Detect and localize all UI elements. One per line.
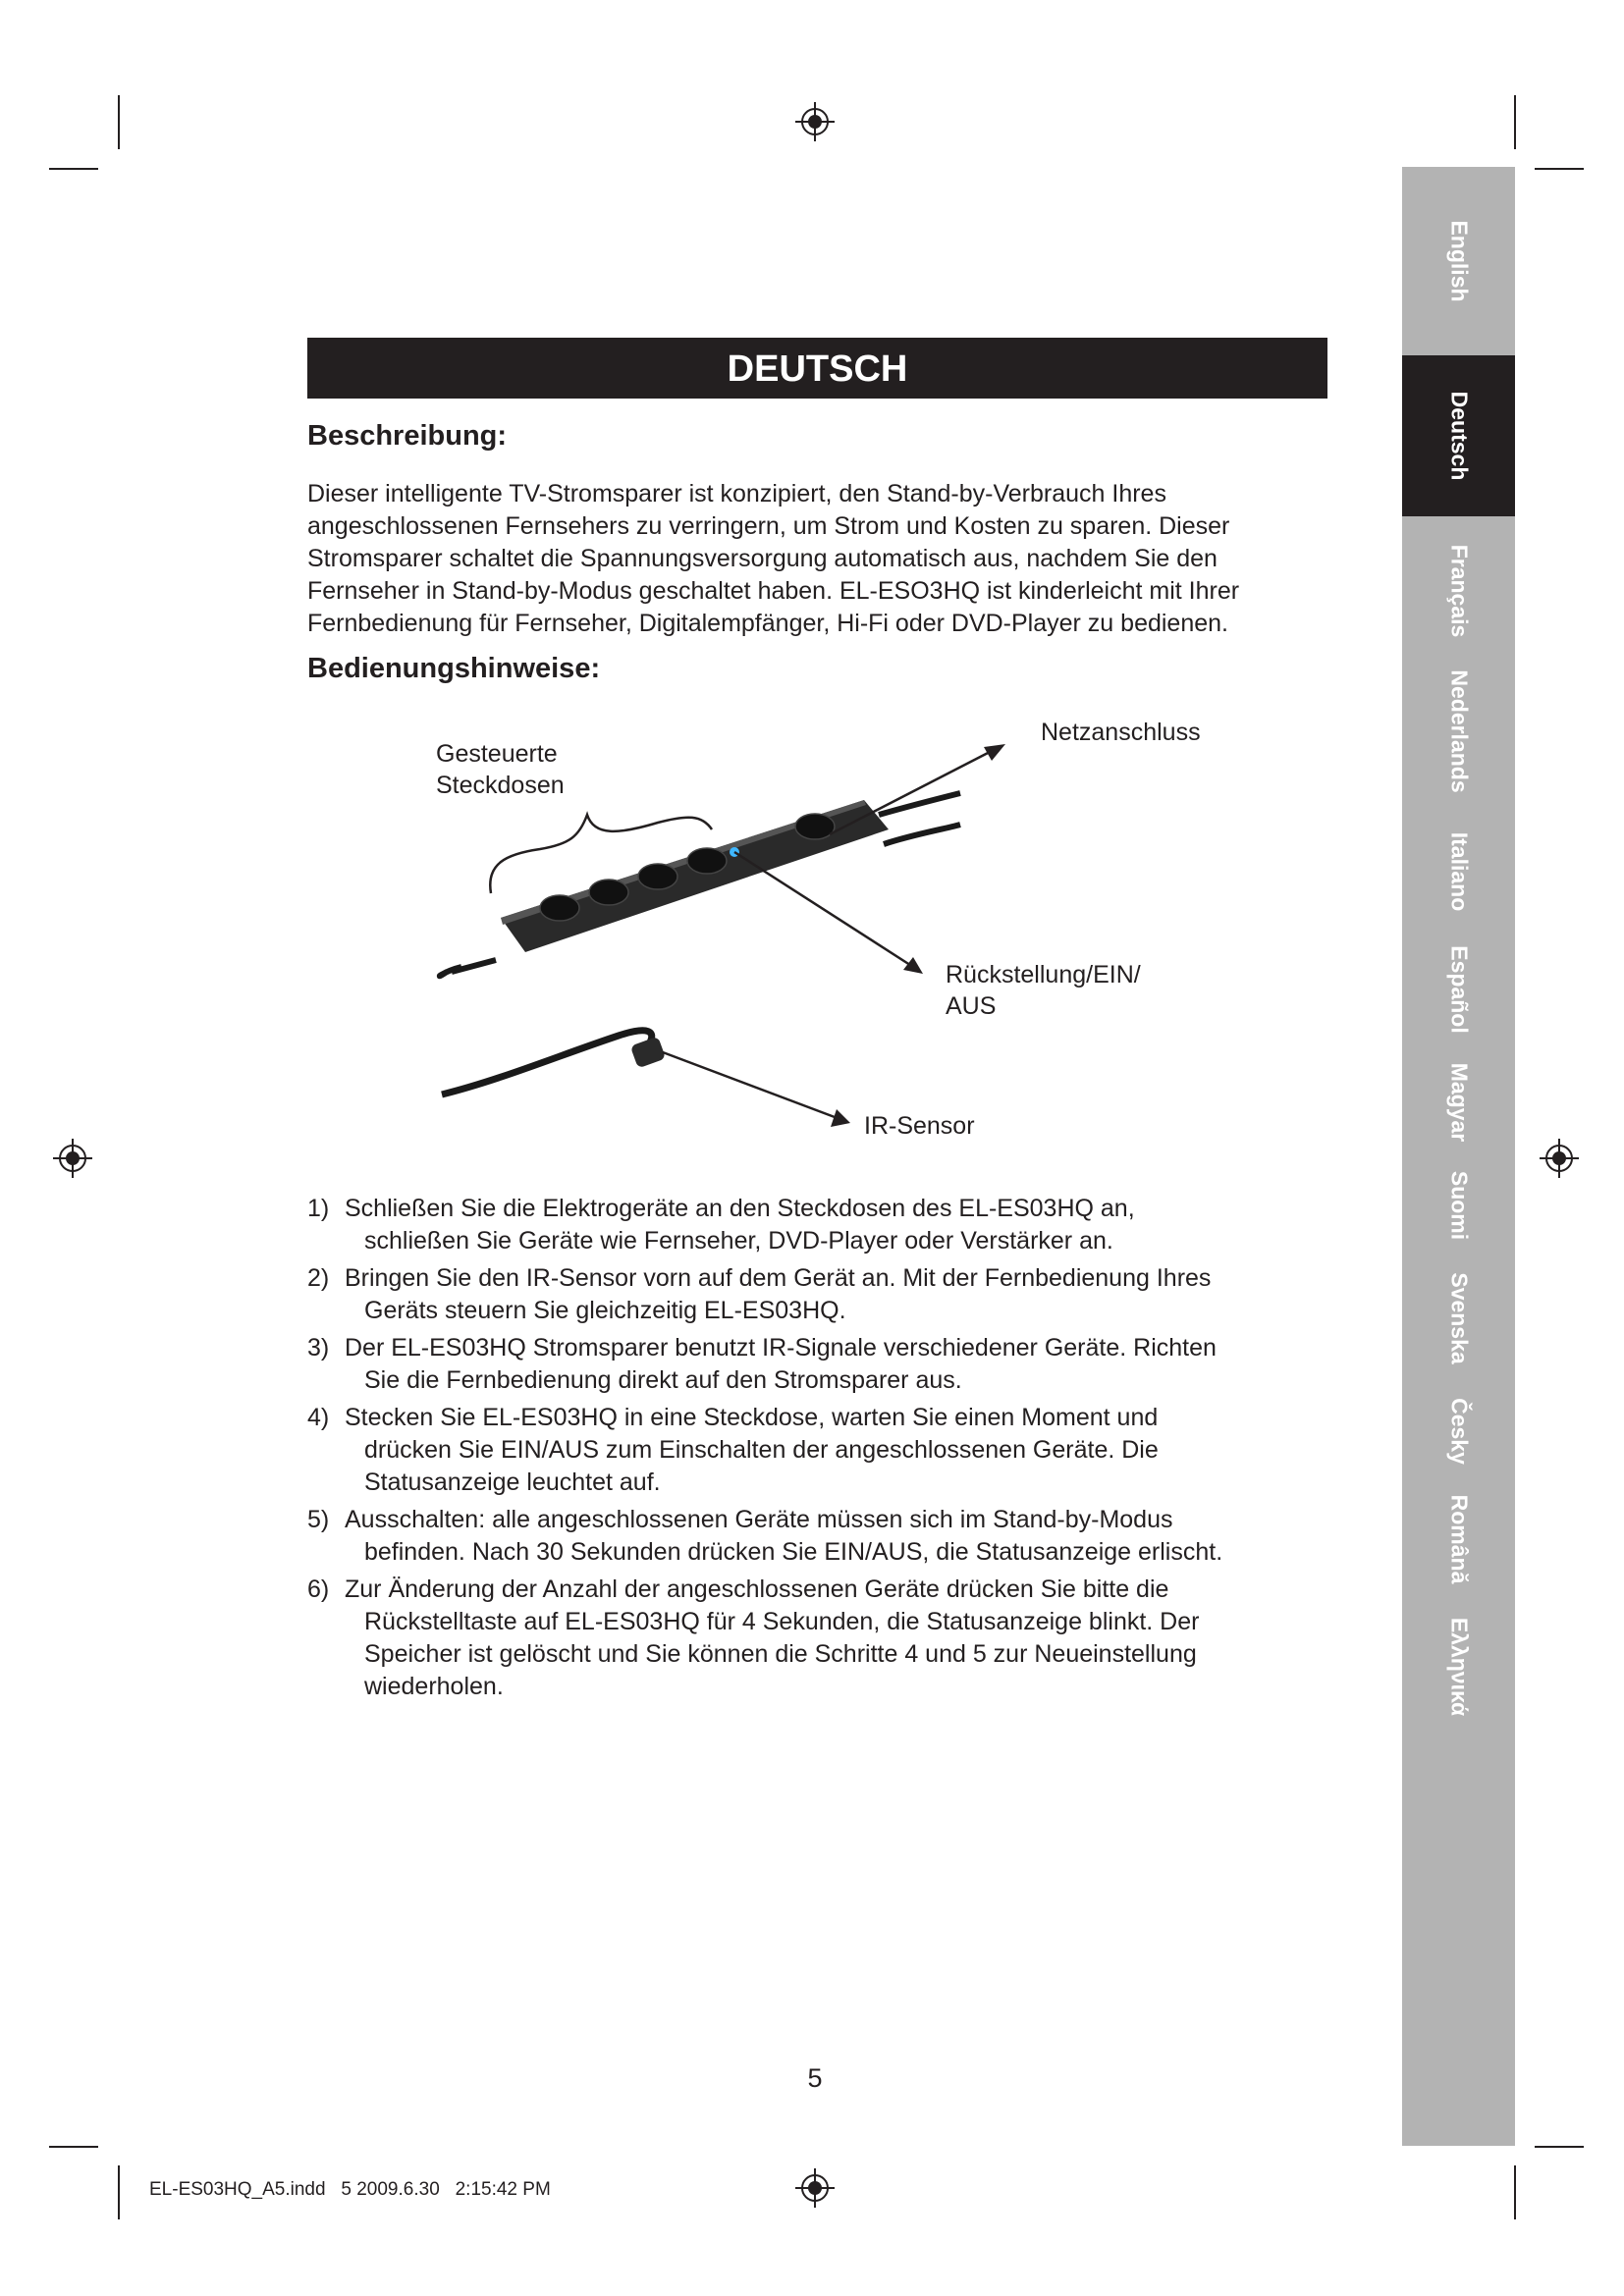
tab-english[interactable]: English [1446,220,1472,302]
crop-mark [49,168,98,170]
description-line: Fernbedienung für Fernseher, Digitalempfänger, Hi-Fi oder DVD-Player zu bedienen. [307,610,1228,637]
print-slug: EL-ES03HQ_A5.indd 5 2009.6.30 2:15:42 PM [149,2179,551,2200]
arrow-icon [831,1109,850,1127]
tab-italiano[interactable]: Italiano [1446,831,1472,912]
tab-espanol[interactable]: Español [1446,945,1472,1034]
description-line: Stromsparer schaltet die Spannungsversorgung automatisch aus, nachdem Sie den [307,545,1218,572]
description-line: angeschlossenen Fernsehers zu verringern, um Strom und Kosten zu sparen. Dieser [307,512,1230,540]
list-item: 3) Der EL-ES03HQ Stromsparer benutzt IR-Signale verschiedener Geräte. Richten Sie die Fernbedienung direkt auf den Stromsparer aus. [307,1334,1217,1394]
tab-ellinika[interactable]: Ελληνικά [1446,1617,1472,1717]
tab-suomi[interactable]: Suomi [1446,1170,1472,1241]
label-power-connection: Netzanschluss [1041,719,1201,746]
registration-mark-icon [793,2166,837,2210]
description-line: Dieser intelligente TV-Stromsparer ist konzipiert, den Stand-by-Verbrauch Ihres [307,480,1166,507]
crop-mark [1535,2146,1584,2148]
arrow-icon [903,957,923,974]
list-item: 6) Zur Änderung der Anzahl der angeschlossenen Geräte drücken Sie bitte die Rückstelltaste auf EL-ES03HQ für 4 Sekunden, die Statusanzeige blinkt. Der Speicher ist gelöscht und Sie können die Schritte 4 und 5 zur Neueinstellung wiederholen. [307,1575,1200,1700]
registration-mark-icon [51,1137,94,1180]
label-reset-on-off: Rückstellung/EIN/ AUS [946,961,1141,1020]
label-ir-sensor: IR-Sensor [864,1112,975,1140]
registration-mark-icon [793,100,837,143]
arrow-icon [984,744,1005,761]
registration-mark-icon [1538,1137,1581,1180]
page-title: DEUTSCH [307,338,1327,399]
crop-mark [1514,95,1516,149]
description-heading: Beschreibung: [307,420,508,452]
label-controlled-outlets: Gesteuerte Steckdosen [436,740,565,799]
tab-svenska[interactable]: Svenska [1446,1272,1472,1364]
crop-mark [118,2165,120,2219]
language-tab-strip [1402,167,1515,2146]
crop-mark [1535,168,1584,170]
tab-romana[interactable]: Română [1446,1494,1472,1584]
tab-nederlands[interactable]: Nederlands [1446,669,1472,793]
instructions-heading: Bedienungshinweise: [307,653,601,684]
list-item: 1) Schließen Sie die Elektrogeräte an den Steckdosen des EL-ES03HQ an, schließen Sie Geräte wie Fernseher, DVD-Player oder Verstärker an. [307,1195,1135,1255]
list-item: 5) Ausschalten: alle angeschlossenen Geräte müssen sich im Stand-by-Modus befinden. Nach 30 Sekunden drücken Sie EIN/AUS, die Statusanzeige erlischt. [307,1506,1223,1566]
page-number: 5 [807,2063,823,2093]
description-paragraph [307,478,1328,640]
description-line: Fernseher in Stand-by-Modus geschaltet haben. EL-ESO3HQ ist kinderleicht mit Ihrer [307,577,1240,605]
tab-cesky[interactable]: Česky [1446,1398,1472,1465]
ir-sensor-icon [630,1037,666,1069]
list-item: 4) Stecken Sie EL-ES03HQ in eine Steckdose, warten Sie einen Moment und drücken Sie EIN/AUS zum Einschalten der angeschlossenen Geräte. Die Statusanzeige leuchtet auf. [307,1404,1159,1496]
tab-deutsch[interactable]: Deutsch [1402,355,1515,516]
list-item: 2) Bringen Sie den IR-Sensor vorn auf dem Gerät an. Mit der Fernbedienung Ihres Geräts steuern Sie gleichzeitig EL-ES03HQ. [307,1264,1212,1324]
tab-magyar[interactable]: Magyar [1446,1062,1472,1143]
tab-francais[interactable]: Français [1446,544,1472,638]
crop-mark [1514,2165,1516,2219]
crop-mark [118,95,120,149]
crop-mark [49,2146,98,2148]
instruction-steps [307,1193,1328,1708]
